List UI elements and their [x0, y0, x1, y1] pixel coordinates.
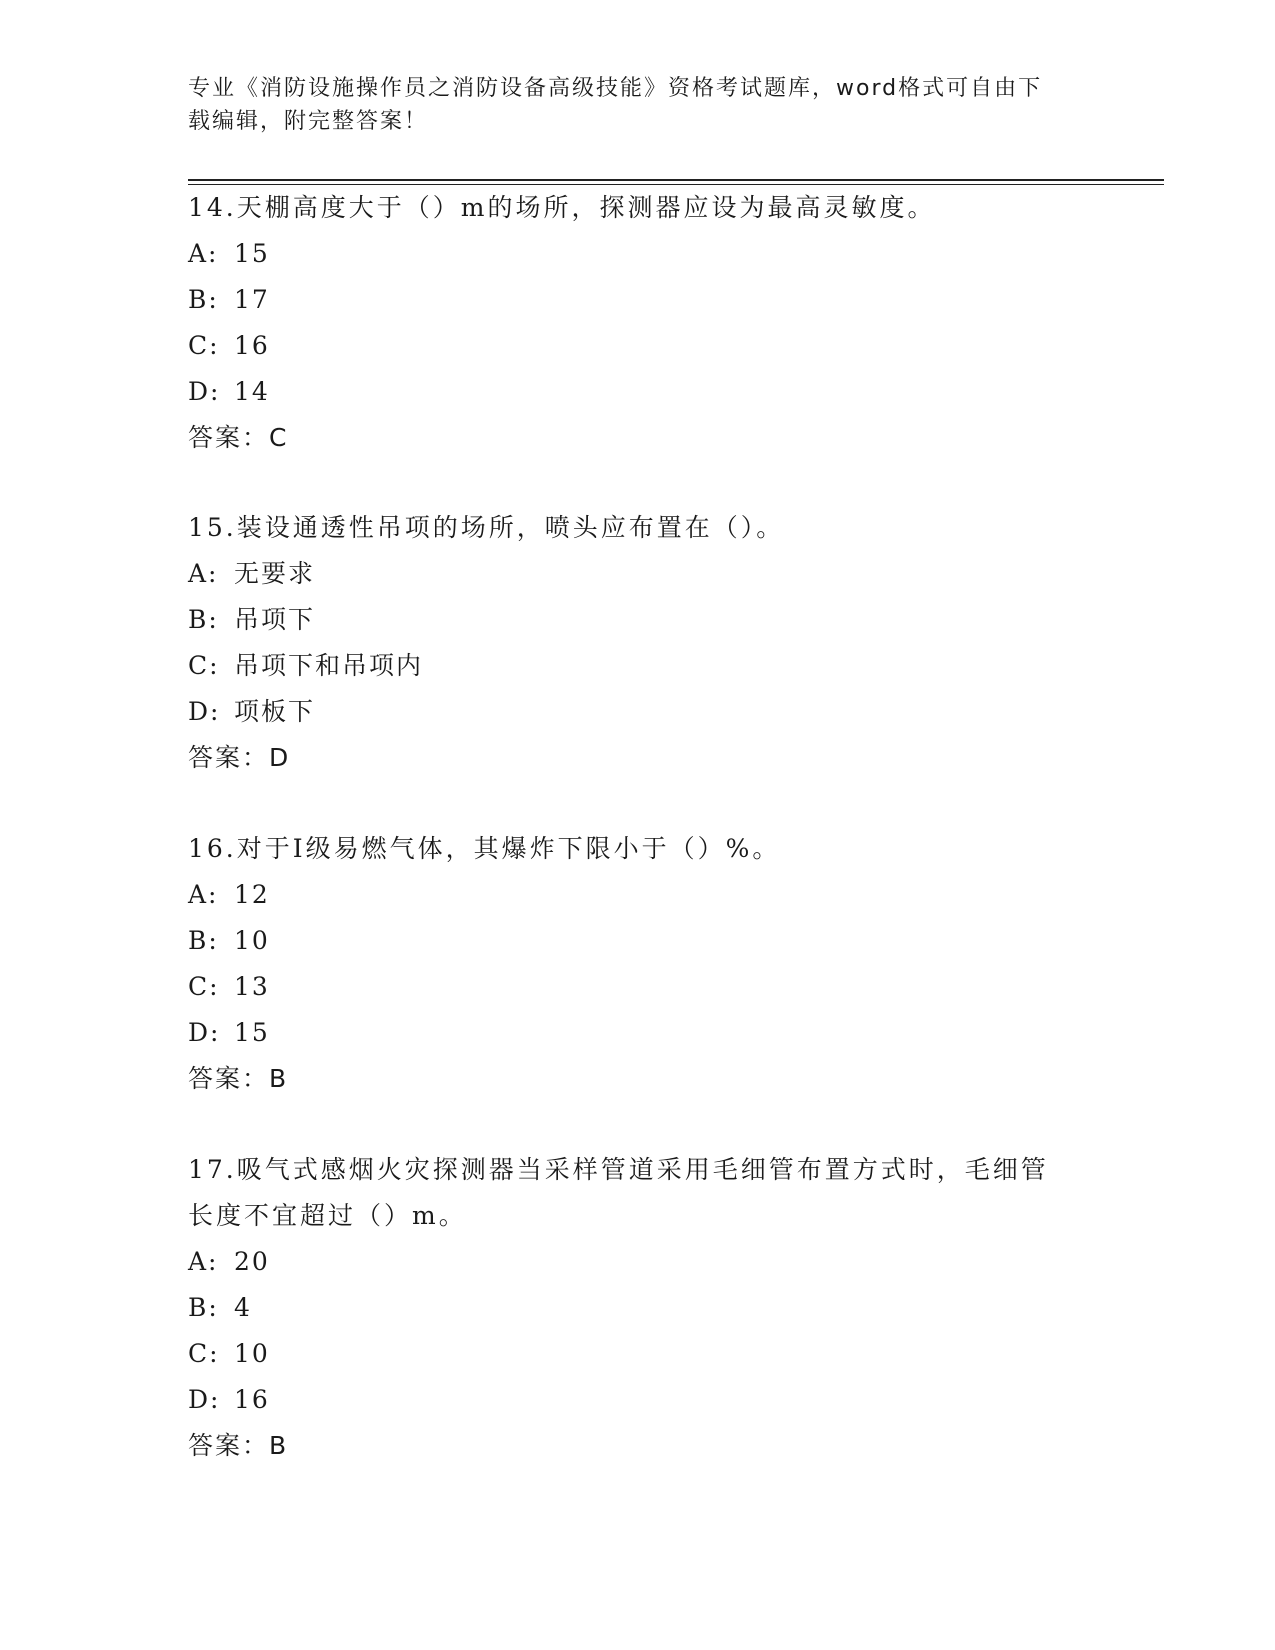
- option-letter: B:: [188, 285, 219, 314]
- question-stem: 16.对于Ⅰ级易燃气体，其爆炸下限小于（）%。: [188, 834, 781, 863]
- answer-line: 答案：D: [188, 743, 291, 772]
- option-a: [188, 872, 1088, 918]
- question-stem: 17.吸气式感烟火灾探测器当采样管道采用毛细管布置方式时，毛细管长度不宜超过（）m。: [188, 1155, 1049, 1230]
- option-a: [188, 1239, 1068, 1285]
- header-rule: [188, 179, 1164, 181]
- option-c: [188, 964, 1088, 1010]
- option-text: 13: [234, 972, 270, 1001]
- option-d: [188, 1377, 1068, 1423]
- option-c: [188, 1331, 1068, 1377]
- option-letter: D:: [188, 377, 221, 406]
- question-stem: 15.装设通透性吊项的场所，喷头应布置在（）。: [188, 513, 785, 542]
- document-header: [188, 72, 1088, 138]
- option-text: 16: [234, 1385, 270, 1414]
- option-text: 12: [234, 880, 270, 909]
- option-text: 17: [234, 285, 270, 314]
- option-d: [188, 689, 1088, 735]
- option-text: 16: [234, 331, 270, 360]
- question-stem: 14.天棚高度大于（）m的场所，探测器应设为最高灵敏度。: [188, 193, 936, 222]
- question-15: [188, 505, 1088, 781]
- option-letter: C:: [188, 651, 220, 680]
- header-line-2: 载编辑，附完整答案！: [188, 109, 429, 134]
- option-text: 14: [234, 377, 270, 406]
- answer-line: 答案：B: [188, 1064, 289, 1093]
- option-text: 吊项下: [234, 605, 316, 634]
- option-letter: B:: [188, 926, 219, 955]
- option-text: 15: [234, 239, 270, 268]
- header-line-1: 专业《消防设施操作员之消防设备高级技能》资格考试题库，word格式可自由下: [188, 76, 1043, 101]
- option-b: [188, 1285, 1068, 1331]
- option-b: [188, 918, 1088, 964]
- option-text: 吊项下和吊项内: [234, 651, 424, 680]
- option-c: [188, 643, 1088, 689]
- option-b: [188, 597, 1088, 643]
- option-text: 无要求: [234, 559, 316, 588]
- option-letter: C:: [188, 331, 220, 360]
- option-c: [188, 323, 1088, 369]
- option-letter: C:: [188, 1339, 220, 1368]
- option-text: 项板下: [234, 697, 316, 726]
- answer-line: 答案：B: [188, 1431, 289, 1460]
- question-14: [188, 185, 1088, 461]
- option-letter: A:: [188, 239, 219, 268]
- option-text: 15: [234, 1018, 270, 1047]
- option-text: 10: [234, 926, 270, 955]
- option-letter: B:: [188, 1293, 219, 1322]
- option-letter: C:: [188, 972, 220, 1001]
- option-text: 20: [234, 1247, 270, 1276]
- answer-line: 答案：C: [188, 423, 289, 452]
- option-letter: B:: [188, 605, 219, 634]
- option-a: [188, 231, 1088, 277]
- option-text: 4: [234, 1293, 252, 1322]
- option-d: [188, 369, 1088, 415]
- option-letter: D:: [188, 1018, 221, 1047]
- question-16: [188, 826, 1088, 1102]
- option-d: [188, 1010, 1088, 1056]
- option-letter: D:: [188, 1385, 221, 1414]
- question-17: [188, 1147, 1068, 1469]
- option-letter: A:: [188, 559, 219, 588]
- option-letter: D:: [188, 697, 221, 726]
- option-text: 10: [234, 1339, 270, 1368]
- option-letter: A:: [188, 880, 219, 909]
- option-b: [188, 277, 1088, 323]
- option-letter: A:: [188, 1247, 219, 1276]
- option-a: [188, 551, 1088, 597]
